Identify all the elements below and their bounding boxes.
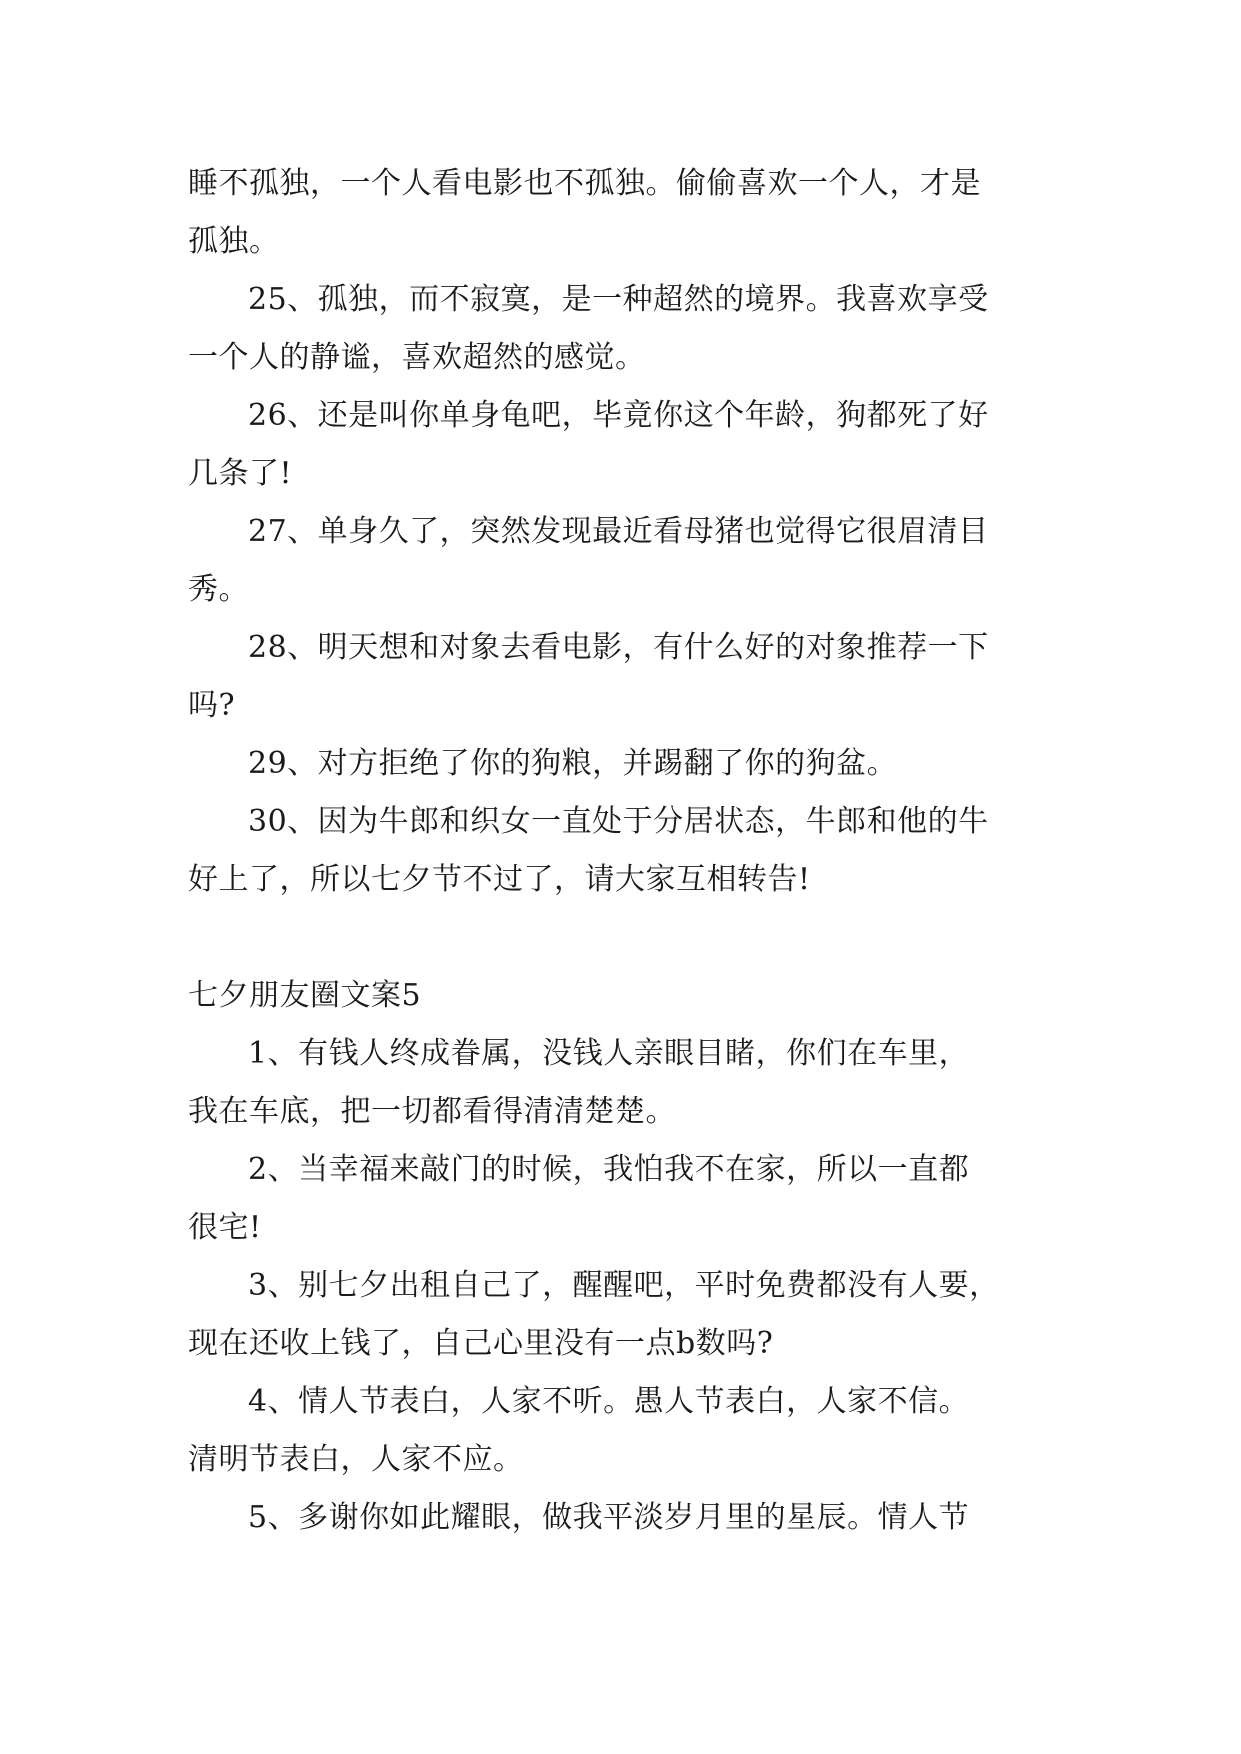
list-item-26: 26、还是叫你单身龟吧，毕竟你这个年龄，狗都死了好 <box>248 398 989 433</box>
list-item-25: 25、孤独，而不寂寞，是一种超然的境界。我喜欢享受 <box>248 282 989 317</box>
text-line-continuation: 现在还收上钱了，自己心里没有一点b数吗? <box>188 1326 774 1361</box>
text-line-continuation: 睡不孤独，一个人看电影也不孤独。偷偷喜欢一个人，才是 <box>188 166 981 201</box>
list-item-29: 29、对方拒绝了你的狗粮，并踢翻了你的狗盆。 <box>248 746 898 781</box>
text-line-continuation: 一个人的静谧，喜欢超然的感觉。 <box>188 340 646 375</box>
list-item-2: 2、当幸福来敲门的时候，我怕我不在家，所以一直都 <box>248 1152 970 1187</box>
text-line-continuation: 秀。 <box>188 572 249 607</box>
list-item-30: 30、因为牛郎和织女一直处于分居状态，牛郎和他的牛 <box>248 804 989 839</box>
text-line-continuation: 很宅! <box>188 1210 262 1245</box>
list-item-4: 4、情人节表白，人家不听。愚人节表白，人家不信。 <box>248 1384 970 1419</box>
list-item-5: 5、多谢你如此耀眼，做我平淡岁月里的星辰。情人节 <box>248 1500 970 1535</box>
text-line-continuation: 几条了! <box>188 456 293 491</box>
list-item-27: 27、单身久了，突然发现最近看母猪也觉得它很眉清目 <box>248 514 989 549</box>
section-spacer <box>188 909 1058 967</box>
list-item-3: 3、别七夕出租自己了，醒醒吧，平时免费都没有人要， <box>248 1268 1000 1303</box>
list-item-28: 28、明天想和对象去看电影，有什么好的对象推荐一下 <box>248 630 989 665</box>
list-item-1: 1、有钱人终成眷属，没钱人亲眼目睹，你们在车里， <box>248 1036 970 1071</box>
section-heading: 七夕朋友圈文案5 <box>188 978 422 1013</box>
text-line-continuation: 清明节表白，人家不应。 <box>188 1442 524 1477</box>
text-line-continuation: 吗? <box>188 688 236 723</box>
text-line-continuation: 好上了，所以七夕节不过了，请大家互相转告! <box>188 862 811 897</box>
document-body <box>188 155 1058 1547</box>
text-line-continuation: 孤独。 <box>188 224 280 259</box>
text-line-continuation: 我在车底，把一切都看得清清楚楚。 <box>188 1094 676 1129</box>
